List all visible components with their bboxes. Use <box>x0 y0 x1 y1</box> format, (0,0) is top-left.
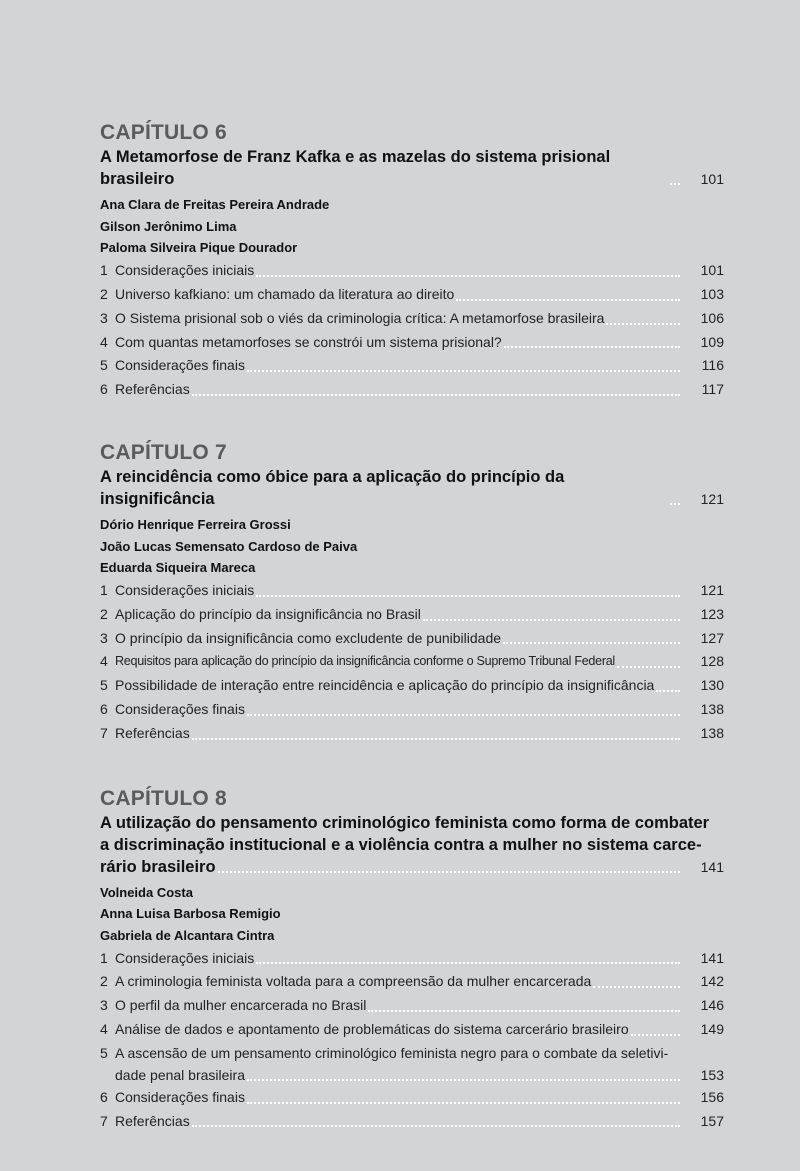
author-list <box>100 882 724 947</box>
entry-page-number: 157 <box>700 1112 724 1129</box>
leader-dots <box>218 871 680 873</box>
entry-title: O princípio da insignificância como excludente de punibilidade <box>115 629 502 646</box>
entry-number: 4 <box>100 333 108 350</box>
entry-title: Referências <box>115 381 190 398</box>
toc-entry[interactable] <box>100 1042 724 1086</box>
entry-page-number: 121 <box>700 582 724 598</box>
toc-entry[interactable] <box>100 259 724 283</box>
leader-dots <box>256 595 680 597</box>
entry-number: 1 <box>100 582 108 598</box>
author: Paloma Silveira Pique Dourador <box>100 240 298 256</box>
chapter-page-number: 101 <box>700 171 724 187</box>
entry-page-number: 123 <box>700 605 724 622</box>
chapter-title[interactable] <box>100 146 724 190</box>
entry-title: Referências <box>115 724 190 741</box>
author: Dório Henrique Ferreira Grossi <box>100 516 291 532</box>
entry-title: A criminologia feminista voltada para a compreensão da mulher encarcerada <box>115 973 592 990</box>
entry-page-number: 103 <box>700 285 724 302</box>
toc-entry[interactable] <box>100 307 724 331</box>
chapter-title-text: A Metamorfose de Franz Kafka e as mazelas do sistema prisional brasileiro <box>100 148 611 188</box>
leader-dots <box>192 1125 680 1127</box>
entry-title: Considerações finais <box>115 1088 245 1105</box>
entry-page-number: 156 <box>700 1088 724 1105</box>
chapter-title-text: a discriminação institucional e a violência contra a mulher no sistema carce- <box>100 835 702 854</box>
entry-title: Análise de dados e apontamento de problemáticas do sistema carcerário brasileiro <box>115 1021 629 1038</box>
entry-page-number: 130 <box>700 677 724 694</box>
entry-number: 7 <box>100 724 108 741</box>
entry-number: 1 <box>100 949 108 966</box>
entry-number: 6 <box>100 381 108 398</box>
entry-page-number: 138 <box>700 700 724 717</box>
leader-dots <box>256 962 680 964</box>
entry-number: 6 <box>100 700 108 717</box>
section-list <box>100 259 724 402</box>
toc-entry[interactable] <box>100 650 724 674</box>
entry-page-number: 128 <box>700 653 724 670</box>
entry-number: 5 <box>100 1044 108 1061</box>
leader-dots <box>256 275 680 277</box>
entry-title: Com quantas metamorfoses se constrói um sistema prisional? <box>115 333 502 350</box>
chapter-7 <box>100 440 724 746</box>
chapter-6 <box>100 120 724 402</box>
entry-number: 2 <box>100 973 108 990</box>
leader-dots <box>670 503 680 505</box>
leader-dots <box>670 183 680 185</box>
entry-number: 5 <box>100 357 108 374</box>
entry-title: Universo kafkiano: um chamado da literatura ao direito <box>115 285 455 302</box>
leader-dots <box>247 370 680 372</box>
toc-entry[interactable] <box>100 579 724 603</box>
entry-number: 3 <box>100 629 108 646</box>
entry-page-number: 138 <box>700 724 724 741</box>
entry-number: 4 <box>100 653 108 670</box>
entry-title: Referências <box>115 1112 190 1129</box>
author-list <box>100 194 724 259</box>
entry-title: O perfil da mulher encarcerada no Brasil <box>115 997 367 1014</box>
chapter-title-text: rário brasileiro <box>100 857 216 876</box>
leader-dots <box>504 346 680 348</box>
author: Volneida Costa <box>100 884 193 900</box>
section-list <box>100 579 724 746</box>
entry-number: 1 <box>100 262 108 279</box>
author: Anna Luisa Barbosa Remigio <box>100 906 281 922</box>
author: Gabriela de Alcantara Cintra <box>100 927 275 943</box>
toc-entry[interactable] <box>100 283 724 307</box>
section-list <box>100 947 724 1134</box>
toc-entry[interactable] <box>100 970 724 994</box>
chapter-page-number: 121 <box>700 490 724 507</box>
toc-entry[interactable] <box>100 947 724 971</box>
toc-entry[interactable] <box>100 627 724 651</box>
leader-dots <box>631 1034 680 1036</box>
entry-title: A ascensão de um pensamento criminológico feminista negro para o combate da seletivi- <box>115 1044 669 1061</box>
entry-page-number: 101 <box>700 262 724 279</box>
entry-title: Aplicação do princípio da insignificância no Brasil <box>115 605 421 622</box>
entry-title: Considerações iniciais <box>115 949 255 966</box>
entry-number: 5 <box>100 677 108 694</box>
entry-page-number: 127 <box>700 629 724 646</box>
leader-dots <box>656 690 680 692</box>
entry-number: 6 <box>100 1088 108 1105</box>
leader-dots <box>247 1102 680 1104</box>
leader-dots <box>593 986 680 988</box>
table-of-contents <box>100 120 724 1171</box>
entry-page-number: 149 <box>700 1021 724 1038</box>
toc-entry[interactable] <box>100 378 724 402</box>
toc-entry[interactable] <box>100 698 724 722</box>
toc-entry[interactable] <box>100 994 724 1018</box>
entry-page-number: 142 <box>700 973 724 990</box>
entry-title: Requisitos para aplicação do princípio da insignificância conforme o Supremo Tribunal Federal <box>115 654 615 669</box>
entry-title: Considerações finais <box>115 357 245 374</box>
toc-entry[interactable] <box>100 674 724 698</box>
chapter-title-text: A reincidência como óbice para a aplicação do princípio da insignificância <box>100 467 565 508</box>
author-list <box>100 514 724 579</box>
entry-title: Considerações iniciais <box>115 262 255 279</box>
chapter-title-text: A utilização do pensamento criminológico feminista como forma de combater <box>100 813 710 832</box>
entry-title: Considerações finais <box>115 700 245 717</box>
chapter-title[interactable] <box>100 812 724 878</box>
entry-title: Possibilidade de interação entre reincidência e aplicação do princípio da insignificância <box>115 677 655 694</box>
leader-dots <box>606 323 680 325</box>
toc-entry[interactable] <box>100 354 724 378</box>
leader-dots <box>247 1079 680 1081</box>
author: Eduarda Siqueira Mareca <box>100 560 256 576</box>
leader-dots <box>192 738 680 740</box>
entry-number: 3 <box>100 309 108 326</box>
entry-page-number: 153 <box>700 1066 724 1083</box>
chapter-label: CAPÍTULO 8 <box>100 786 227 810</box>
author: Gilson Jerônimo Lima <box>100 218 237 234</box>
leader-dots <box>368 1010 680 1012</box>
entry-number: 7 <box>100 1112 108 1129</box>
entry-page-number: 116 <box>701 357 724 374</box>
entry-title: O Sistema prisional sob o viés da criminologia crítica: A metamorfose brasileira <box>115 309 605 326</box>
chapter-label: CAPÍTULO 7 <box>100 440 227 464</box>
entry-page-number: 106 <box>700 309 724 326</box>
toc-entry[interactable] <box>100 1086 724 1110</box>
chapter-title[interactable] <box>100 466 724 510</box>
toc-entry[interactable] <box>100 722 724 746</box>
leader-dots <box>423 619 680 621</box>
toc-entry[interactable] <box>100 331 724 355</box>
entry-number: 4 <box>100 1021 108 1038</box>
leader-dots <box>617 666 680 668</box>
leader-dots <box>503 642 680 644</box>
entry-title-continued: dade penal brasileira <box>115 1066 245 1083</box>
toc-entry[interactable] <box>100 1110 724 1134</box>
chapter-8 <box>100 786 724 1134</box>
entry-title: Considerações iniciais <box>115 582 255 598</box>
author: João Lucas Semensato Cardoso de Paiva <box>100 538 358 554</box>
toc-entry[interactable] <box>100 1018 724 1042</box>
chapter-page-number: 141 <box>700 858 724 875</box>
toc-entry[interactable] <box>100 603 724 627</box>
entry-page-number: 141 <box>700 949 724 966</box>
chapter-label: CAPÍTULO 6 <box>100 121 227 144</box>
entry-number: 3 <box>100 997 108 1014</box>
entry-page-number: 146 <box>700 997 724 1014</box>
entry-page-number: 109 <box>700 333 724 350</box>
entry-page-number: 117 <box>701 381 724 398</box>
leader-dots <box>456 299 680 301</box>
entry-number: 2 <box>100 285 108 302</box>
entry-number: 2 <box>100 605 108 622</box>
author: Ana Clara de Freitas Pereira Andrade <box>100 197 330 212</box>
leader-dots <box>247 714 680 716</box>
leader-dots <box>192 394 680 396</box>
